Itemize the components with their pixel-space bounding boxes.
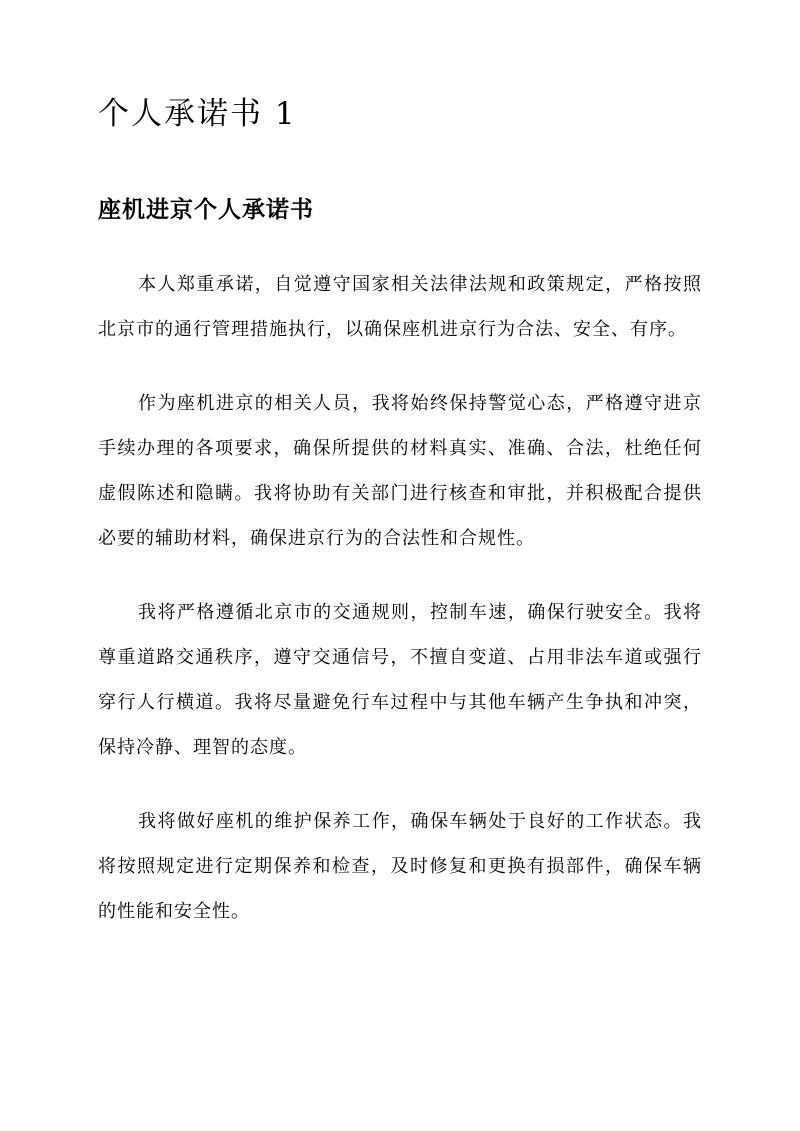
- document-subtitle: 座机进京个人承诺书: [98, 196, 314, 223]
- document-title: 个人承诺书 1: [98, 96, 297, 132]
- paragraph: 我将严格遵循北京市的交通规则，控制车速，确保行驶安全。我将尊重道路交通秩序，遵守交通信号，不擅自变道、占用非法车道或强行穿行人行横道。我将尽量避免行车过程中与其他车辆产生争执和冲突，保持冷静、理智的态度。: [98, 602, 702, 758]
- paragraph: 作为座机进京的相关人员，我将始终保持警觉心态，严格遵守进京手续办理的各项要求，确保所提供的材料真实、准确、合法，杜绝任何虚假陈述和隐瞒。我将协助有关部门进行核查和审批，并积极配合提供必要的辅助材料，确保进京行为的合法性和合规性。: [98, 393, 702, 549]
- document-body: [98, 262, 702, 963]
- paragraph: 本人郑重承诺，自觉遵守国家相关法律法规和政策规定，严格按照北京市的通行管理措施执行，以确保座机进京行为合法、安全、有序。: [98, 274, 702, 340]
- paragraph: 我将做好座机的维护保养工作，确保车辆处于良好的工作状态。我将按照规定进行定期保养和检查，及时修复和更换有损部件，确保车辆的性能和安全性。: [98, 811, 702, 922]
